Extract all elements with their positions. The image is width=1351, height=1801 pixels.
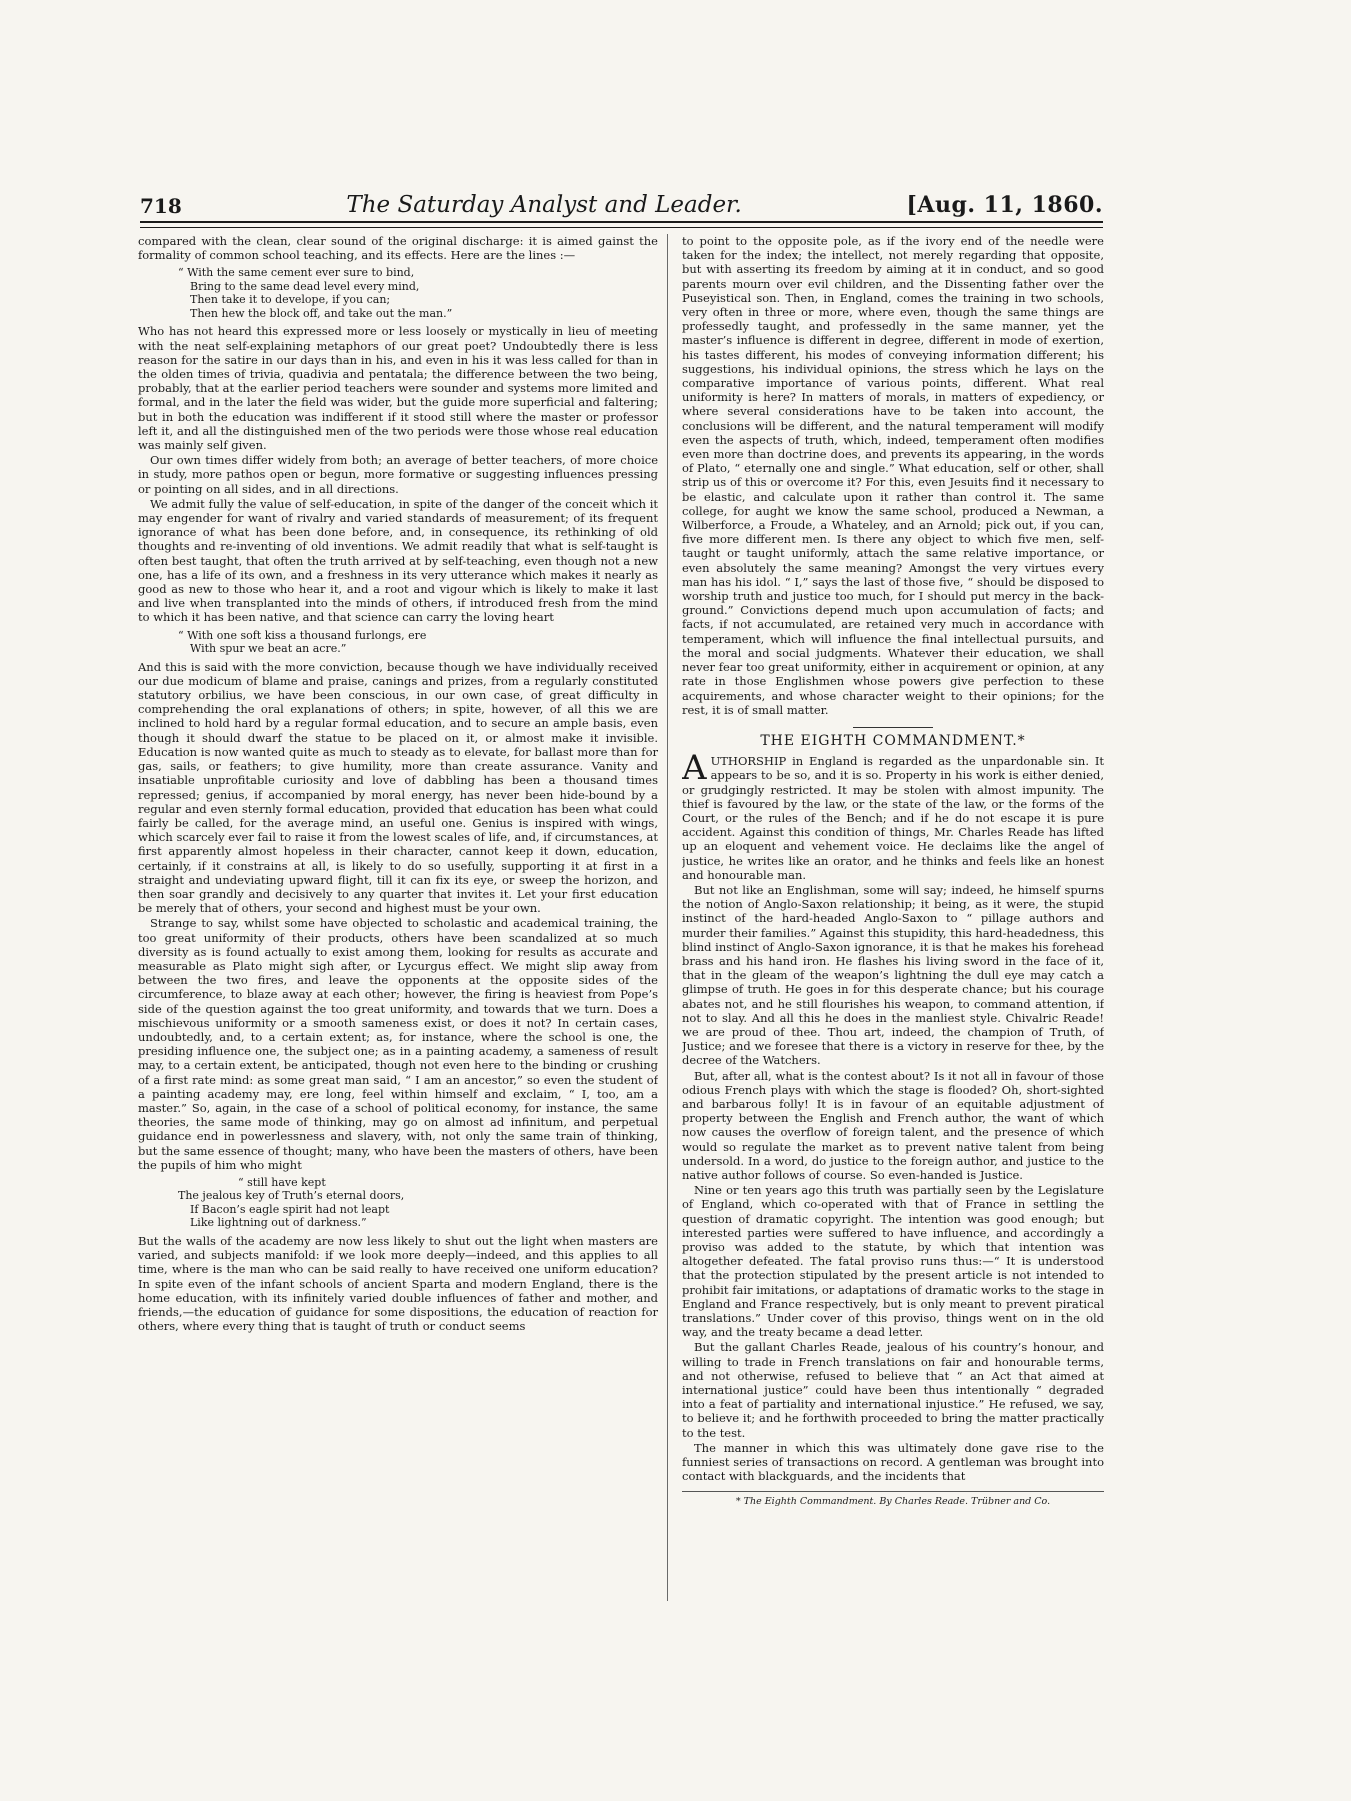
header-rule — [140, 221, 1103, 228]
paragraph: Strange to say, whilst some have objected to scholastic and academical training, the too great uniformity of their products, others have been scandalized at so much diversity as is found actually to exist among them, looking for results as accurate and measurable as Plato might sigh after, or Lycurgus effect. We might slip away from between the two fires, and leave the opponents at the opposite sides of the circumference, to blaze away at each other; however, the firing is heaviest from Pope’s side of the question against the too great uniformity, and towards that we turn. Does a mischievous uniformity or a smooth sameness exist, or does it not? In certain cases, undoubtedly, and, to a certain extent; as, for instance, where the school is one, the presiding influence one, the subject one; as in a painting academy, a sameness of result may, to a certain extent, be anticipated, though not even here to the binding or crushing of a first rate mind: as some great man said, “ I am an ancestor,” so even the student of a painting academy may, ere long, feel within himself and exclaim, “ I, too, am a master.” So, again, in the case of a school of political economy, for instance, the same theories, the same mode of thinking, may go on almost ad infinitum, and perpetual guidance end in powerlessness and slavery, with, not only the same train of thinking, but the same essence of thought; many, who have been the masters of others, have been the pupils of him who might — [138, 916, 658, 1172]
paragraph: compared with the clean, clear sound of the original discharge: it is aimed gainst the formality of common school teaching, and its effects. Here are the lines :— — [138, 234, 658, 263]
section-separator — [853, 727, 933, 728]
verse-line: “ still have kept — [238, 1175, 326, 1189]
verse-line: “ With the same cement ever sure to bind, — [178, 266, 415, 280]
paragraph: But, after all, what is the contest about? Is it not all in favour of those odious French plays with which the stage is flooded? Oh, short-sighted and barbarous folly! It is in favour of an equitable adjustment of property between the English and French author, the want of which now causes the overflow of foreign talent, and the presence of which would so regulate the market as to prevent native talent from being undersold. In a word, do justice to the foreign author, and justice to the native author follows of course. So even-handed is Justice. — [682, 1068, 1104, 1182]
paragraph: to point to the opposite pole, as if the ivory end of the needle were taken for the index; the intellect, not merely regarding that opposite, but with asserting its freedom by aiming at it in conduct, and so good parents mourn over evil children, and the Dissenting father over the Puseyistical son. Then, in England, comes the training in two schools, very often in three or more, where even, though the same things are professedly taught, and professedly in the same manner, yet the master’s influence is different in degree, different in mode of exertion, his tastes different, his modes of conveying information different; his suggestions, his individual opinions, the stress which he lays on the comparative importance of various points, different. What real uniformity is here? In matters of morals, in matters of expediency, or where several considerations have to be taken into account, the conclusions will be different, and the natural temperament will modify even the aspects of truth, which, indeed, temperament often modifies even more than doctrine does, and prevents its appearing, in the words of Plato, “ eternally one and single.” What education, self or other, shall strip us of this or overcome it? For this, even Jesuits find it necessary to be elastic, and calculate upon it rather than control it. The same college, for aught we know the same school, produced a Newman, a Wilberforce, a Froude, a Whateley, and an Arnold; pick out, if you can, five more different men. Is there any object to which five men, self-taught or taught uniformly, attach the same relative importance, or even absolutely the same meaning? Amongst the very virtues every man has his idol. “ I,” says the last of those five, “ should be disposed to worship truth and justice too much, for I should put mercy in the back-ground.” Convictions depend much upon accumulation of facts; and facts, if not accumulated, are retained very much in accordance with temperament, which will influence the final intellectual pursuits, and the moral and social judgments. Whatever their education, we shall never fear too great uniformity, either in acquirement or opinion, at any rate in those Englishmen whose powers give perfection to these acquirements, and whose character weight to their opinions; for the rest, it is of small matter. — [682, 234, 1104, 717]
verse-line: If Bacon’s eagle spirit had not leapt — [190, 1202, 390, 1216]
right-column — [682, 234, 1104, 1601]
column-divider — [667, 234, 668, 1601]
verse-quote — [178, 266, 658, 320]
paragraph: And this is said with the more conviction, because though we have individually received our due modicum of blame and praise, canings and prizes, from a regularly constituted statutory orbilius, we have been conscious, in our own case, of great difficulty in comprehending the oral explanations of others; in spite, however, of all this we are inclined to hold hard by a regular formal education, and to secure an ample basis, even though it should dwarf the statue to be placed on it, or almost make it invisible. Education is now wanted quite as much to steady as to elevate, for ballast more than for gas, sails, or feathers; to give humility, more than create assurance. Vanity and insatiable unprofitable curiosity and love of dabbling has been a thousand times repressed; genius, if accompanied by moral energy, has never been hide-bound by a regular and even sternly formal education, provided that education has been what could fairly be called, for the average mind, an useful one. Genius is inspired with wings, which scarcely ever fail to raise it from the lowest scales of life, and, if circumstances, at first apparently almost hopeless in their character, cannot keep it down, education, certainly, if it constrains at all, is likely to do so usefully, supporting it at first in a straight and undeviating upward flight, till it can fix its eye, or sweep the horizon, and then soar grandly and decisively to any quarter that invites it. Let your first education be merely that of others, your second and highest must be your own. — [138, 659, 658, 916]
verse-line: The jealous key of Truth’s eternal doors, — [178, 1189, 405, 1203]
paragraph: The manner in which this was ultimately done gave rise to the funniest series of transactions on record. A gentleman was brought into contact with blackguards, and the incidents that — [682, 1440, 1104, 1484]
issue-date: [Aug. 11, 1860. — [906, 192, 1103, 218]
verse-line: Bring to the same dead level every mind, — [190, 279, 420, 293]
left-column — [138, 234, 658, 1601]
verse-line: With spur we beat an acre.” — [190, 642, 347, 656]
paragraph: Who has not heard this expressed more or less loosely or mystically in lieu of meeting with the neat self-explaining metaphors of our great poet? Undoubtedly there is less reason for the satire in our days than in his, and even in his it was less called for than in the olden times of trivia, quadivia and pentatala; the difference between the two being, probably, that at the earlier period teachers were sounder and systems more limited and formal, and in the later the field was wider, but the guide more superficial and faltering; but in both the education was indifferent if it stood still where the master or professor left it, and all the distinguished men of the two periods were those whose real education was mainly self given. — [138, 324, 658, 453]
paragraph: Nine or ten years ago this truth was partially seen by the Legislature of England, which co-operated with that of France in settling the question of dramatic copyright. The intention was good enough; but interested parties were suffered to have influence, and accordingly a proviso was added to the statute, by which that intention was altogether defeated. The fatal proviso runs thus:—“ It is understood that the protection stipulated by the present article is not intended to prohibit fair imitations, or adaptations of dramatic works to the stage in England and France respectively, but is only meant to prevent piratical translations.” Under cover of this proviso, things went on in the old way, and the treaty became a dead letter. — [682, 1183, 1104, 1340]
verse-quote — [178, 629, 658, 656]
journal-title: The Saturday Analyst and Leader. — [346, 192, 742, 218]
footnote: * The Eighth Commandment. By Charles Reade. Trübner and Co. — [682, 1491, 1104, 1509]
paragraph: But not like an Englishman, some will say; indeed, he himself spurns the notion of Anglo-Saxon relationship; it being, as it were, the stupid instinct of the hard-headed Anglo-Saxon to “ pillage authors and murder their families.” Against this stupidity, this hard-headedness, this blind instinct of Anglo-Saxon ignorance, it is that he makes his forehead brass and his hand iron. He flashes his living sword in the face of it, that in the gleam of the weapon’s lightning the dull eye may catch a glimpse of truth. He goes in for this desperate chance; but his courage abates not, and he still flourishes his weapon, to command attention, if not to slay. And all this he does in the manliest style. Chivalric Reade! we are proud of thee. Thou art, indeed, the champion of Truth, of Justice; and we foresee that there is a victory in reserve for thee, by the decree of the Watchers. — [682, 882, 1104, 1068]
verse-line: “ With one soft kiss a thousand furlongs, ere — [178, 628, 427, 642]
verse-line: Then hew the block off, and take out the man.” — [190, 306, 453, 320]
paragraph: But the gallant Charles Reade, jealous of his country’s honour, and willing to trade in French translations on fair and honourable terms, and not otherwise, refused to believe that “ an Act that aimed at international justice” could have been thus intentionally “ degraded into a feat of partiality and international injustice.” He refused, we say, to believe it; and he forthwith proceeded to bring the matter practically to the test. — [682, 1340, 1104, 1440]
verse-line: Like lightning out of darkness.” — [190, 1216, 367, 1230]
paragraph-text: UTHORSHIP in England is regarded as the unpardonable sin. It appears to be so, and it is so. Property in his work is either denied, or grudgingly restricted. It may be stolen with almost impunity. The thief is favoured by the law, or the state of the law, or the forms of the Court, or the rules of the Bench; and if he do not escape it is pure accident. Against this condition of things, Mr. Charles Reade has lifted up an eloquent and vehement voice. He declaims like the angel of justice, he writes like an orator, and he thinks and feels like an honest and honourable man. — [682, 754, 1104, 882]
verse-line: Then take it to develope, if you can; — [190, 293, 391, 307]
page-number: 718 — [140, 194, 182, 218]
verse-quote — [178, 1176, 658, 1230]
paragraph: Our own times differ widely from both; an average of better teachers, of more choice in study, more pathos open or begun, more formative or suggesting influences pressing or pointing on all sides, and in all directions. — [138, 453, 658, 496]
page-header — [140, 174, 1103, 218]
paragraph: But the walls of the academy are now less likely to shut out the light when masters are varied, and subjects manifold: if we look more deeply—indeed, and this applies to all time, where is the man who can be said really to have received one uniform education? In spite even of the infant schools of ancient Sparta and modern England, there is the home education, with its infinitely varied double influences of father and mother, and friends,—the education of guidance for some dispositions, the education of reaction for others, where every thing that is taught of truth or conduct seems — [138, 1233, 658, 1334]
paragraph: We admit fully the value of self-education, in spite of the danger of the conceit which it may engender for want of rivalry and varied standards of measurement; of its frequent ignorance of what has been done before, and, in consequence, its rethinking of old thoughts and re-inventing of old inventions. We admit readily that what is self-taught is often best taught, that often the truth arrived at by self-teaching, even though not a new one, has a life of its own, and a freshness in its very utterance which makes it nearly as good as new to those who hear it, and a root and vigour which is likely to make it last and live when transplanted into the minds of others, if introduced fresh from the mind to which it has been native, and that science can carry the loving heart — [138, 496, 658, 625]
paragraph — [682, 748, 1104, 882]
drop-cap: A — [682, 748, 707, 789]
section-title: THE EIGHTH COMMANDMENT.* — [760, 732, 1026, 749]
